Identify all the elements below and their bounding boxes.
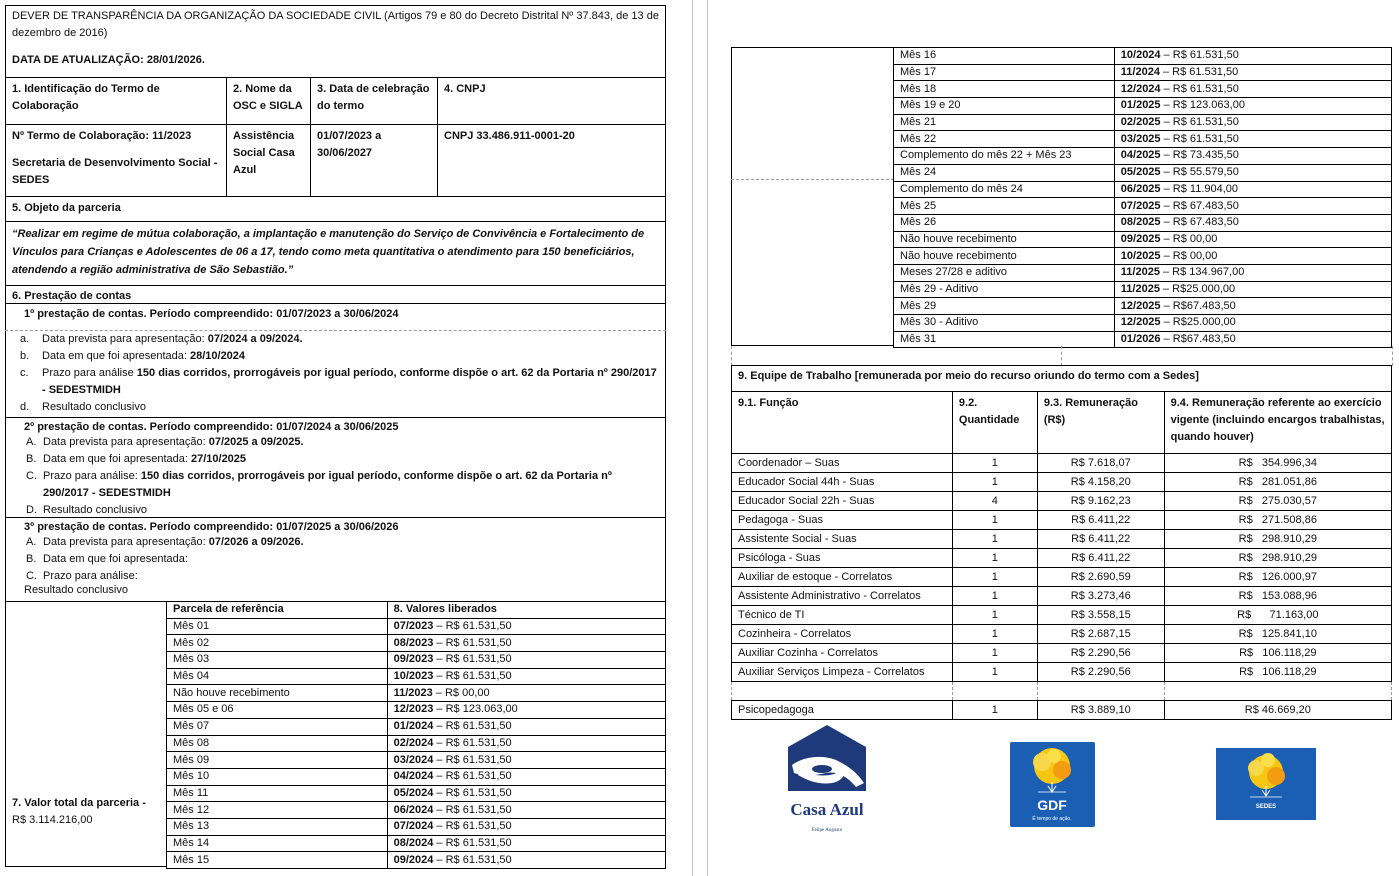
valor-liberado-cell <box>387 652 665 669</box>
parcela-ref-cell: Mês 17 <box>894 64 1115 81</box>
valor-amount: – R$ 61.531,50 <box>433 820 512 833</box>
exercicio-cell: R$ 298.910,29 <box>1164 530 1391 549</box>
parcela-ref-cell: Não houve recebimento <box>894 248 1115 265</box>
parcela-ref-cell: Mês 08 <box>167 735 388 752</box>
sedes-logo <box>1216 748 1316 820</box>
parcela-ref-cell: Mês 29 - Aditivo <box>894 281 1115 298</box>
prestacao-2-items <box>18 434 658 519</box>
parcela-row <box>894 181 1392 198</box>
casa-azul-logo <box>786 725 868 835</box>
funcao-cell: Assistente Social - Suas <box>732 530 953 549</box>
svg-text:Casa Azul: Casa Azul <box>790 800 864 819</box>
prestacao-2-item-c: C. Prazo para análise: 150 dias corridos, prorrogáveis por igual período, conforme dispõe o art. 62 da Portaria nº 290/2017 - SEDESTMIDH <box>26 470 612 499</box>
equipe-row <box>732 530 1392 549</box>
remuneracao-cell: R$ 2.290,56 <box>1037 644 1164 663</box>
valor-liberado-cell <box>1114 315 1391 332</box>
valor-date: 01/2024 <box>393 720 434 733</box>
header-funcao: 9.1. Função <box>732 392 953 454</box>
parcela-ref-cell: Complemento do mês 22 + Mês 23 <box>894 148 1115 165</box>
quantidade-cell: 1 <box>952 549 1037 568</box>
valor-amount: – R$ 61.531,50 <box>1160 132 1239 145</box>
quantidade-cell: 1 <box>952 511 1037 530</box>
quantidade-cell: 1 <box>952 473 1037 492</box>
valor-date: 01/2025 <box>1120 99 1161 112</box>
valor-liberado-cell <box>387 785 665 802</box>
valor-date: 03/2025 <box>1120 132 1161 145</box>
equipe-row <box>732 511 1392 530</box>
valor-date: 08/2024 <box>393 836 434 849</box>
document-title: DEVER DE TRANSPARÊNCIA DA ORGANIZAÇÃO DA SOCIEDADE CIVIL (Artigos 79 e 80 do Decreto Distrital Nº 37.843, de 13 de dezembro de 2016) <box>12 10 659 39</box>
valor-liberado-cell <box>387 752 665 769</box>
valor-amount: – R$ 61.531,50 <box>433 636 512 649</box>
equipe-header-row <box>732 392 1392 454</box>
valor-amount: – R$ 55.579,50 <box>1160 166 1239 179</box>
svg-text:SEDES: SEDES <box>1255 804 1277 810</box>
valor-amount: – R$ 61.531,50 <box>433 836 512 849</box>
valor-date: 12/2023 <box>393 703 434 716</box>
parcela-row <box>894 231 1392 248</box>
valor-date: 08/2023 <box>393 636 434 649</box>
prestacao-3-result: Resultado conclusivo <box>24 584 128 596</box>
exercicio-cell: R$ 106.118,29 <box>1164 644 1391 663</box>
valor-amount: – R$ 61.531,50 <box>433 753 512 766</box>
valor-amount: – R$ 61.531,50 <box>433 620 512 633</box>
quantidade-cell: 1 <box>952 663 1037 682</box>
valor-liberado-cell <box>1114 231 1391 248</box>
svg-text:GDF: GDF <box>1037 797 1067 813</box>
exercicio-cell: R$ 46.669,20 <box>1164 701 1391 720</box>
exercicio-cell: R$ 275.030,57 <box>1164 492 1391 511</box>
valor-liberado-cell <box>1114 331 1391 348</box>
valor-amount: – R$67.483,50 <box>1160 299 1236 312</box>
valor-liberado-cell <box>1114 148 1391 165</box>
valor-date: 11/2025 <box>1120 282 1160 295</box>
valor-date: 01/2026 <box>1120 333 1161 346</box>
valor-date: 12/2024 <box>1120 82 1161 95</box>
remuneracao-cell: R$ 6.411,22 <box>1037 549 1164 568</box>
header-quantidade: 9.2. Quantidade <box>952 392 1037 454</box>
equipe-row <box>732 473 1392 492</box>
valor-total-cell-continued <box>731 47 894 346</box>
valor-date: 12/2025 <box>1120 316 1161 329</box>
exercicio-cell: R$ 271.508,86 <box>1164 511 1391 530</box>
parcela-row <box>167 835 666 852</box>
valor-amount: – R$25.000,00 <box>1160 316 1236 329</box>
header-remuneracao-exercicio: 9.4. Remuneração referente ao exercício vigente (incluindo encargos trabalhistas, quando houver) <box>1164 392 1391 454</box>
valor-liberado-cell <box>387 852 665 869</box>
valor-liberado-cell <box>387 718 665 735</box>
osc-name: Assistência Social Casa Azul <box>233 130 295 176</box>
valor-amount: – R$ 61.531,50 <box>433 736 512 749</box>
valor-date: 07/2023 <box>393 620 434 633</box>
remuneracao-cell: R$ 4.158,20 <box>1037 473 1164 492</box>
parcela-ref-cell: Mês 10 <box>167 768 388 785</box>
parcela-row <box>894 214 1392 231</box>
prestacao-1-item-b: b. Data em que foi apresentada: 28/10/2024 <box>20 350 246 362</box>
parcela-ref-cell: Mês 21 <box>894 114 1115 131</box>
prestacao-1-items <box>6 331 661 416</box>
parcela-row <box>167 852 666 869</box>
valor-date: 06/2025 <box>1120 182 1161 195</box>
celebration-date: 01/07/2023 a 30/06/2027 <box>317 130 382 159</box>
parcela-ref-cell: Mês 25 <box>894 198 1115 215</box>
equipe-row <box>732 454 1392 473</box>
gdf-logo <box>1010 742 1095 827</box>
parcela-ref-cell: Não houve recebimento <box>167 685 388 702</box>
valor-date: 07/2025 <box>1120 199 1161 212</box>
objeto-text: “Realizar em regime de mútua colaboração, a implantação e manutenção do Serviço de Convivência e Fortalecimento de Vínculos para Crianças e Adolescentes de 06 a 17, tendo como meta quantitativa o atendimento para 150 beneficiários, atendendo a região administrativa de São Sebastião.” <box>12 228 645 276</box>
exercicio-cell: R$ 298.910,29 <box>1164 549 1391 568</box>
parcela-ref-cell: Mês 22 <box>894 131 1115 148</box>
parcela-ref-cell: Mês 11 <box>167 785 388 802</box>
valor-date: 10/2024 <box>1120 49 1161 62</box>
quantidade-cell: 1 <box>952 606 1037 625</box>
valor-amount: – R$ 61.531,50 <box>433 803 512 816</box>
valor-amount: – R$67.483,50 <box>1160 333 1236 346</box>
funcao-cell: Auxiliar Serviços Limpeza - Correlatos <box>732 663 953 682</box>
parcela-row <box>894 248 1392 265</box>
prestacao-1-title: 1º prestação de contas. Período compreendido: 01/07/2023 a 30/06/2024 <box>24 308 399 320</box>
valor-date: 02/2025 <box>1120 116 1161 129</box>
parcela-row <box>894 48 1392 65</box>
remuneracao-cell: R$ 2.687,15 <box>1037 625 1164 644</box>
prestacao-1-item-c: c. Prazo para análise 150 dias corridos, prorrogáveis por igual período, conforme dispõe o art. 62 da Portaria nº 290/2017 - SEDESTMIDH <box>20 367 657 396</box>
parcela-ref-cell: Mês 26 <box>894 214 1115 231</box>
valor-liberado-cell <box>1114 264 1391 281</box>
parcela-row <box>894 315 1392 332</box>
header-parcela-referencia: Parcela de referência <box>167 602 388 619</box>
parcela-ref-cell: Complemento do mês 24 <box>894 181 1115 198</box>
parcela-ref-cell: Mês 30 - Aditivo <box>894 315 1115 332</box>
parcela-ref-cell: Mês 04 <box>167 668 388 685</box>
exercicio-cell: R$ 354.996,34 <box>1164 454 1391 473</box>
header-cnpj: 4. CNPJ <box>444 83 486 95</box>
valor-amount: – R$ 73.435,50 <box>1160 149 1239 162</box>
funcao-cell: Educador Social 44h - Suas <box>732 473 953 492</box>
update-date: DATA DE ATUALIZAÇÃO: 28/01/2026. <box>12 54 205 66</box>
exercicio-cell: R$ 126.000,97 <box>1164 568 1391 587</box>
remuneracao-cell: R$ 9.162,23 <box>1037 492 1164 511</box>
document-page-2 <box>712 0 1399 876</box>
quantidade-cell: 4 <box>952 492 1037 511</box>
valor-total: 7. Valor total da parceria - R$ 3.114.216,00 <box>12 797 146 826</box>
prestacao-2-item-b: B. Data em que foi apresentada: 27/10/2025 <box>26 453 247 465</box>
valor-amount: – R$ 61.531,50 <box>1160 116 1239 129</box>
funcao-cell: Técnico de TI <box>732 606 953 625</box>
parcela-ref-cell: Mês 14 <box>167 835 388 852</box>
valor-amount: – R$ 00,00 <box>1160 249 1218 262</box>
remuneracao-cell: R$ 2.690,59 <box>1037 568 1164 587</box>
exercicio-cell: R$ 125.841,10 <box>1164 625 1391 644</box>
valor-liberado-cell <box>387 635 665 652</box>
valor-amount: – R$ 123.063,00 <box>1160 99 1245 112</box>
valor-liberado-cell <box>387 835 665 852</box>
parcelas-table-page2 <box>893 47 1392 348</box>
valor-date: 11/2024 <box>1120 66 1160 79</box>
remuneracao-cell: R$ 3.889,10 <box>1037 701 1164 720</box>
prestacao-heading: 6. Prestação de contas <box>12 290 132 302</box>
secretaria-name: Secretaria de Desenvolvimento Social - SEDES <box>12 157 218 186</box>
funcao-cell: Psicóloga - Suas <box>732 549 953 568</box>
parcela-row <box>167 652 666 669</box>
document-page-1 <box>0 0 670 876</box>
valor-amount: – R$ 61.531,50 <box>1160 82 1239 95</box>
valor-liberado-cell <box>1114 64 1391 81</box>
valor-amount: – R$ 67.483,50 <box>1160 216 1239 229</box>
valor-date: 05/2024 <box>393 786 434 799</box>
parcela-ref-cell: Mês 15 <box>167 852 388 869</box>
valor-date: 08/2025 <box>1120 216 1161 229</box>
valor-liberado-cell <box>387 768 665 785</box>
exercicio-cell: R$ 71.163,00 <box>1164 606 1391 625</box>
valor-date: 02/2024 <box>393 736 434 749</box>
parcela-ref-cell: Mês 12 <box>167 802 388 819</box>
valor-liberado-cell <box>387 818 665 835</box>
header-valores-liberados: 8. Valores liberados <box>387 602 665 619</box>
valor-date: 07/2024 <box>393 820 434 833</box>
parcela-row <box>167 768 666 785</box>
parcela-row <box>894 164 1392 181</box>
equipe-row <box>732 606 1392 625</box>
parcela-ref-cell: Mês 03 <box>167 652 388 669</box>
valor-amount: – R$ 61.531,50 <box>433 653 512 666</box>
parcela-row <box>167 802 666 819</box>
valor-liberado-cell <box>387 685 665 702</box>
parcela-row <box>894 298 1392 315</box>
quantidade-cell: 1 <box>952 568 1037 587</box>
valor-liberado-cell <box>1114 281 1391 298</box>
valor-liberado-cell <box>1114 98 1391 115</box>
parcela-ref-cell: Mês 13 <box>167 818 388 835</box>
valor-amount: – R$ 61.531,50 <box>433 670 512 683</box>
parcela-ref-cell: Mês 31 <box>894 331 1115 348</box>
valor-date: 03/2024 <box>393 753 434 766</box>
page-gutter-left <box>692 0 693 876</box>
valor-liberado-cell <box>1114 214 1391 231</box>
prestacao-1-item-d: d. Resultado conclusivo <box>20 401 146 413</box>
prestacao-3-title: 3º prestação de contas. Período compreendido: 01/07/2025 a 30/06/2026 <box>24 521 399 533</box>
parcela-row <box>167 785 666 802</box>
parcela-row <box>167 818 666 835</box>
valor-amount: – R$ 61.531,50 <box>433 770 512 783</box>
valor-liberado-cell <box>1114 198 1391 215</box>
header-remuneracao: 9.3. Remuneração (R$) <box>1037 392 1164 454</box>
valor-date: 09/2024 <box>393 853 434 866</box>
prestacao-3-item-b: B. Data em que foi apresentada: <box>26 553 188 565</box>
remuneracao-cell: R$ 2.290,56 <box>1037 663 1164 682</box>
quantidade-cell: 1 <box>952 587 1037 606</box>
exercicio-cell: R$ 153.088,96 <box>1164 587 1391 606</box>
valor-date: 09/2025 <box>1120 232 1161 245</box>
parcela-ref-cell: Mês 29 <box>894 298 1115 315</box>
funcao-cell: Assistente Administrativo - Correlatos <box>732 587 953 606</box>
sedes-ipe-tree-icon <box>1216 748 1316 820</box>
page-gutter-right <box>707 0 708 876</box>
valor-amount: – R$25.000,00 <box>1159 282 1236 295</box>
parcela-row <box>894 198 1392 215</box>
parcela-row <box>894 131 1392 148</box>
valor-amount: – R$ 67.483,50 <box>1160 199 1239 212</box>
remuneracao-cell: R$ 6.411,22 <box>1037 530 1164 549</box>
valor-date: 06/2024 <box>393 803 434 816</box>
valor-amount: – R$ 11.904,00 <box>1160 182 1239 195</box>
quantidade-cell: 1 <box>952 625 1037 644</box>
parcela-row <box>894 331 1392 348</box>
valor-date: 09/2023 <box>393 653 434 666</box>
valor-date: 04/2024 <box>393 770 434 783</box>
funcao-cell: Auxiliar de estoque - Correlatos <box>732 568 953 587</box>
equipe-row-extra <box>732 701 1392 720</box>
exercicio-cell: R$ 106.118,29 <box>1164 663 1391 682</box>
valor-date: 05/2025 <box>1120 166 1161 179</box>
parcela-row <box>894 148 1392 165</box>
valor-liberado-cell <box>1114 131 1391 148</box>
termo-number: Nº Termo de Colaboração: 11/2023 <box>12 130 192 142</box>
parcela-ref-cell: Mês 19 e 20 <box>894 98 1115 115</box>
funcao-cell: Educador Social 22h - Suas <box>732 492 953 511</box>
remuneracao-cell: R$ 6.411,22 <box>1037 511 1164 530</box>
valor-amount: – R$ 61.531,50 <box>433 853 512 866</box>
quantidade-cell: 1 <box>952 454 1037 473</box>
parcela-ref-cell: Não houve recebimento <box>894 231 1115 248</box>
parcela-ref-cell: Meses 27/28 e aditivo <box>894 264 1115 281</box>
prestacao-3-items <box>18 534 658 585</box>
valor-amount: – R$ 123.063,00 <box>433 703 518 716</box>
valor-date: 10/2023 <box>393 670 434 683</box>
prestacao-2-title: 2º prestação de contas. Período compreendido: 01/07/2024 a 30/06/2025 <box>24 421 399 433</box>
valor-amount: – R$ 00,00 <box>1160 232 1218 245</box>
equipe-row <box>732 568 1392 587</box>
parcelas-header-row <box>167 602 666 619</box>
header-data-celebracao: 3. Data de celebração do termo <box>317 83 430 112</box>
parcela-row <box>167 668 666 685</box>
parcela-row <box>167 618 666 635</box>
valor-liberado-cell <box>1114 114 1391 131</box>
exercicio-cell: R$ 281.051,86 <box>1164 473 1391 492</box>
valor-liberado-cell <box>387 702 665 719</box>
valor-liberado-cell <box>387 802 665 819</box>
equipe-table <box>731 391 1392 720</box>
parcela-row <box>167 752 666 769</box>
parcela-row <box>167 702 666 719</box>
parcela-ref-cell: Mês 01 <box>167 618 388 635</box>
valor-date: 04/2025 <box>1120 149 1161 162</box>
valor-liberado-cell <box>1114 81 1391 98</box>
parcela-ref-cell: Mês 05 e 06 <box>167 702 388 719</box>
parcela-row <box>894 114 1392 131</box>
header-identificacao: 1. Identificação do Termo de Colaboração <box>12 83 160 112</box>
parcela-row <box>894 81 1392 98</box>
funcao-cell: Auxiliar Cozinha - Correlatos <box>732 644 953 663</box>
quantidade-cell: 1 <box>952 644 1037 663</box>
equipe-row <box>732 587 1392 606</box>
valor-date: 11/2023 <box>393 686 433 699</box>
equipe-row <box>732 549 1392 568</box>
prestacao-1-item-a: a. Data prevista para apresentação: 07/2024 a 09/2024. <box>20 333 303 345</box>
header-nome-osc: 2. Nome da OSC e SIGLA <box>233 83 303 112</box>
parcela-ref-cell: Mês 18 <box>894 81 1115 98</box>
parcela-row <box>894 264 1392 281</box>
valor-date: 10/2025 <box>1120 249 1161 262</box>
parcelas-table-page1 <box>166 601 666 869</box>
parcela-row <box>894 98 1392 115</box>
equipe-row <box>732 644 1392 663</box>
valor-amount: – R$ 61.531,50 <box>1159 66 1239 79</box>
prestacao-2-item-d: D. Resultado conclusivo <box>26 504 147 516</box>
valor-liberado-cell <box>1114 164 1391 181</box>
objeto-heading: 5. Objeto da parceria <box>12 202 121 214</box>
valor-liberado-cell <box>1114 48 1391 65</box>
quantidade-cell: 1 <box>952 701 1037 720</box>
valor-liberado-cell <box>1114 298 1391 315</box>
valor-amount: – R$ 61.531,50 <box>433 786 512 799</box>
valor-amount: – R$ 61.531,50 <box>1160 49 1239 62</box>
funcao-cell: Coordenador – Suas <box>732 454 953 473</box>
valor-amount: – R$ 00,00 <box>432 686 490 699</box>
valor-liberado-cell <box>387 618 665 635</box>
valor-liberado-cell <box>387 735 665 752</box>
svg-text:É tempo de ação.: É tempo de ação. <box>1032 816 1072 822</box>
parcela-ref-cell: Mês 02 <box>167 635 388 652</box>
valor-amount: – R$ 61.531,50 <box>433 720 512 733</box>
parcela-row <box>167 718 666 735</box>
parcela-ref-cell: Mês 09 <box>167 752 388 769</box>
funcao-cell: Cozinheira - Correlatos <box>732 625 953 644</box>
equipe-row <box>732 625 1392 644</box>
parcela-row <box>167 635 666 652</box>
parcela-ref-cell: Mês 16 <box>894 48 1115 65</box>
parcela-row <box>894 281 1392 298</box>
valor-amount: – R$ 134.967,00 <box>1159 266 1245 279</box>
casa-azul-house-hands-icon <box>786 725 868 835</box>
funcao-cell: Psicopedagoga <box>732 701 953 720</box>
equipe-row <box>732 492 1392 511</box>
parcela-row <box>167 685 666 702</box>
parcela-ref-cell: Mês 07 <box>167 718 388 735</box>
remuneracao-cell: R$ 7.618,07 <box>1037 454 1164 473</box>
gdf-ipe-tree-icon <box>1010 742 1095 827</box>
equipe-row <box>732 663 1392 682</box>
valor-liberado-cell <box>387 668 665 685</box>
remuneracao-cell: R$ 3.273,46 <box>1037 587 1164 606</box>
valor-date: 12/2025 <box>1120 299 1161 312</box>
valor-date: 11/2025 <box>1120 266 1160 279</box>
equipe-spacer-row <box>732 682 1392 701</box>
cnpj-value: CNPJ 33.486.911-0001-20 <box>444 130 575 142</box>
quantidade-cell: 1 <box>952 530 1037 549</box>
valor-liberado-cell <box>1114 248 1391 265</box>
parcela-row <box>894 64 1392 81</box>
valor-liberado-cell <box>1114 181 1391 198</box>
funcao-cell: Pedagoga - Suas <box>732 511 953 530</box>
parcela-row <box>167 735 666 752</box>
parcela-ref-cell: Mês 24 <box>894 164 1115 181</box>
svg-text:Felipe Augusto: Felipe Augusto <box>811 828 843 833</box>
prestacao-3-item-a: A. Data prevista para apresentação: 07/2026 a 09/2026. <box>26 536 304 548</box>
equipe-heading: 9. Equipe de Trabalho [remunerada por meio do recurso oriundo do termo com a Sedes] <box>738 370 1199 382</box>
remuneracao-cell: R$ 3.558,15 <box>1037 606 1164 625</box>
prestacao-3-item-c: C. Prazo para análise: <box>26 570 138 582</box>
prestacao-2-item-a: A. Data prevista para apresentação: 07/2025 a 09/2025. <box>26 436 304 448</box>
